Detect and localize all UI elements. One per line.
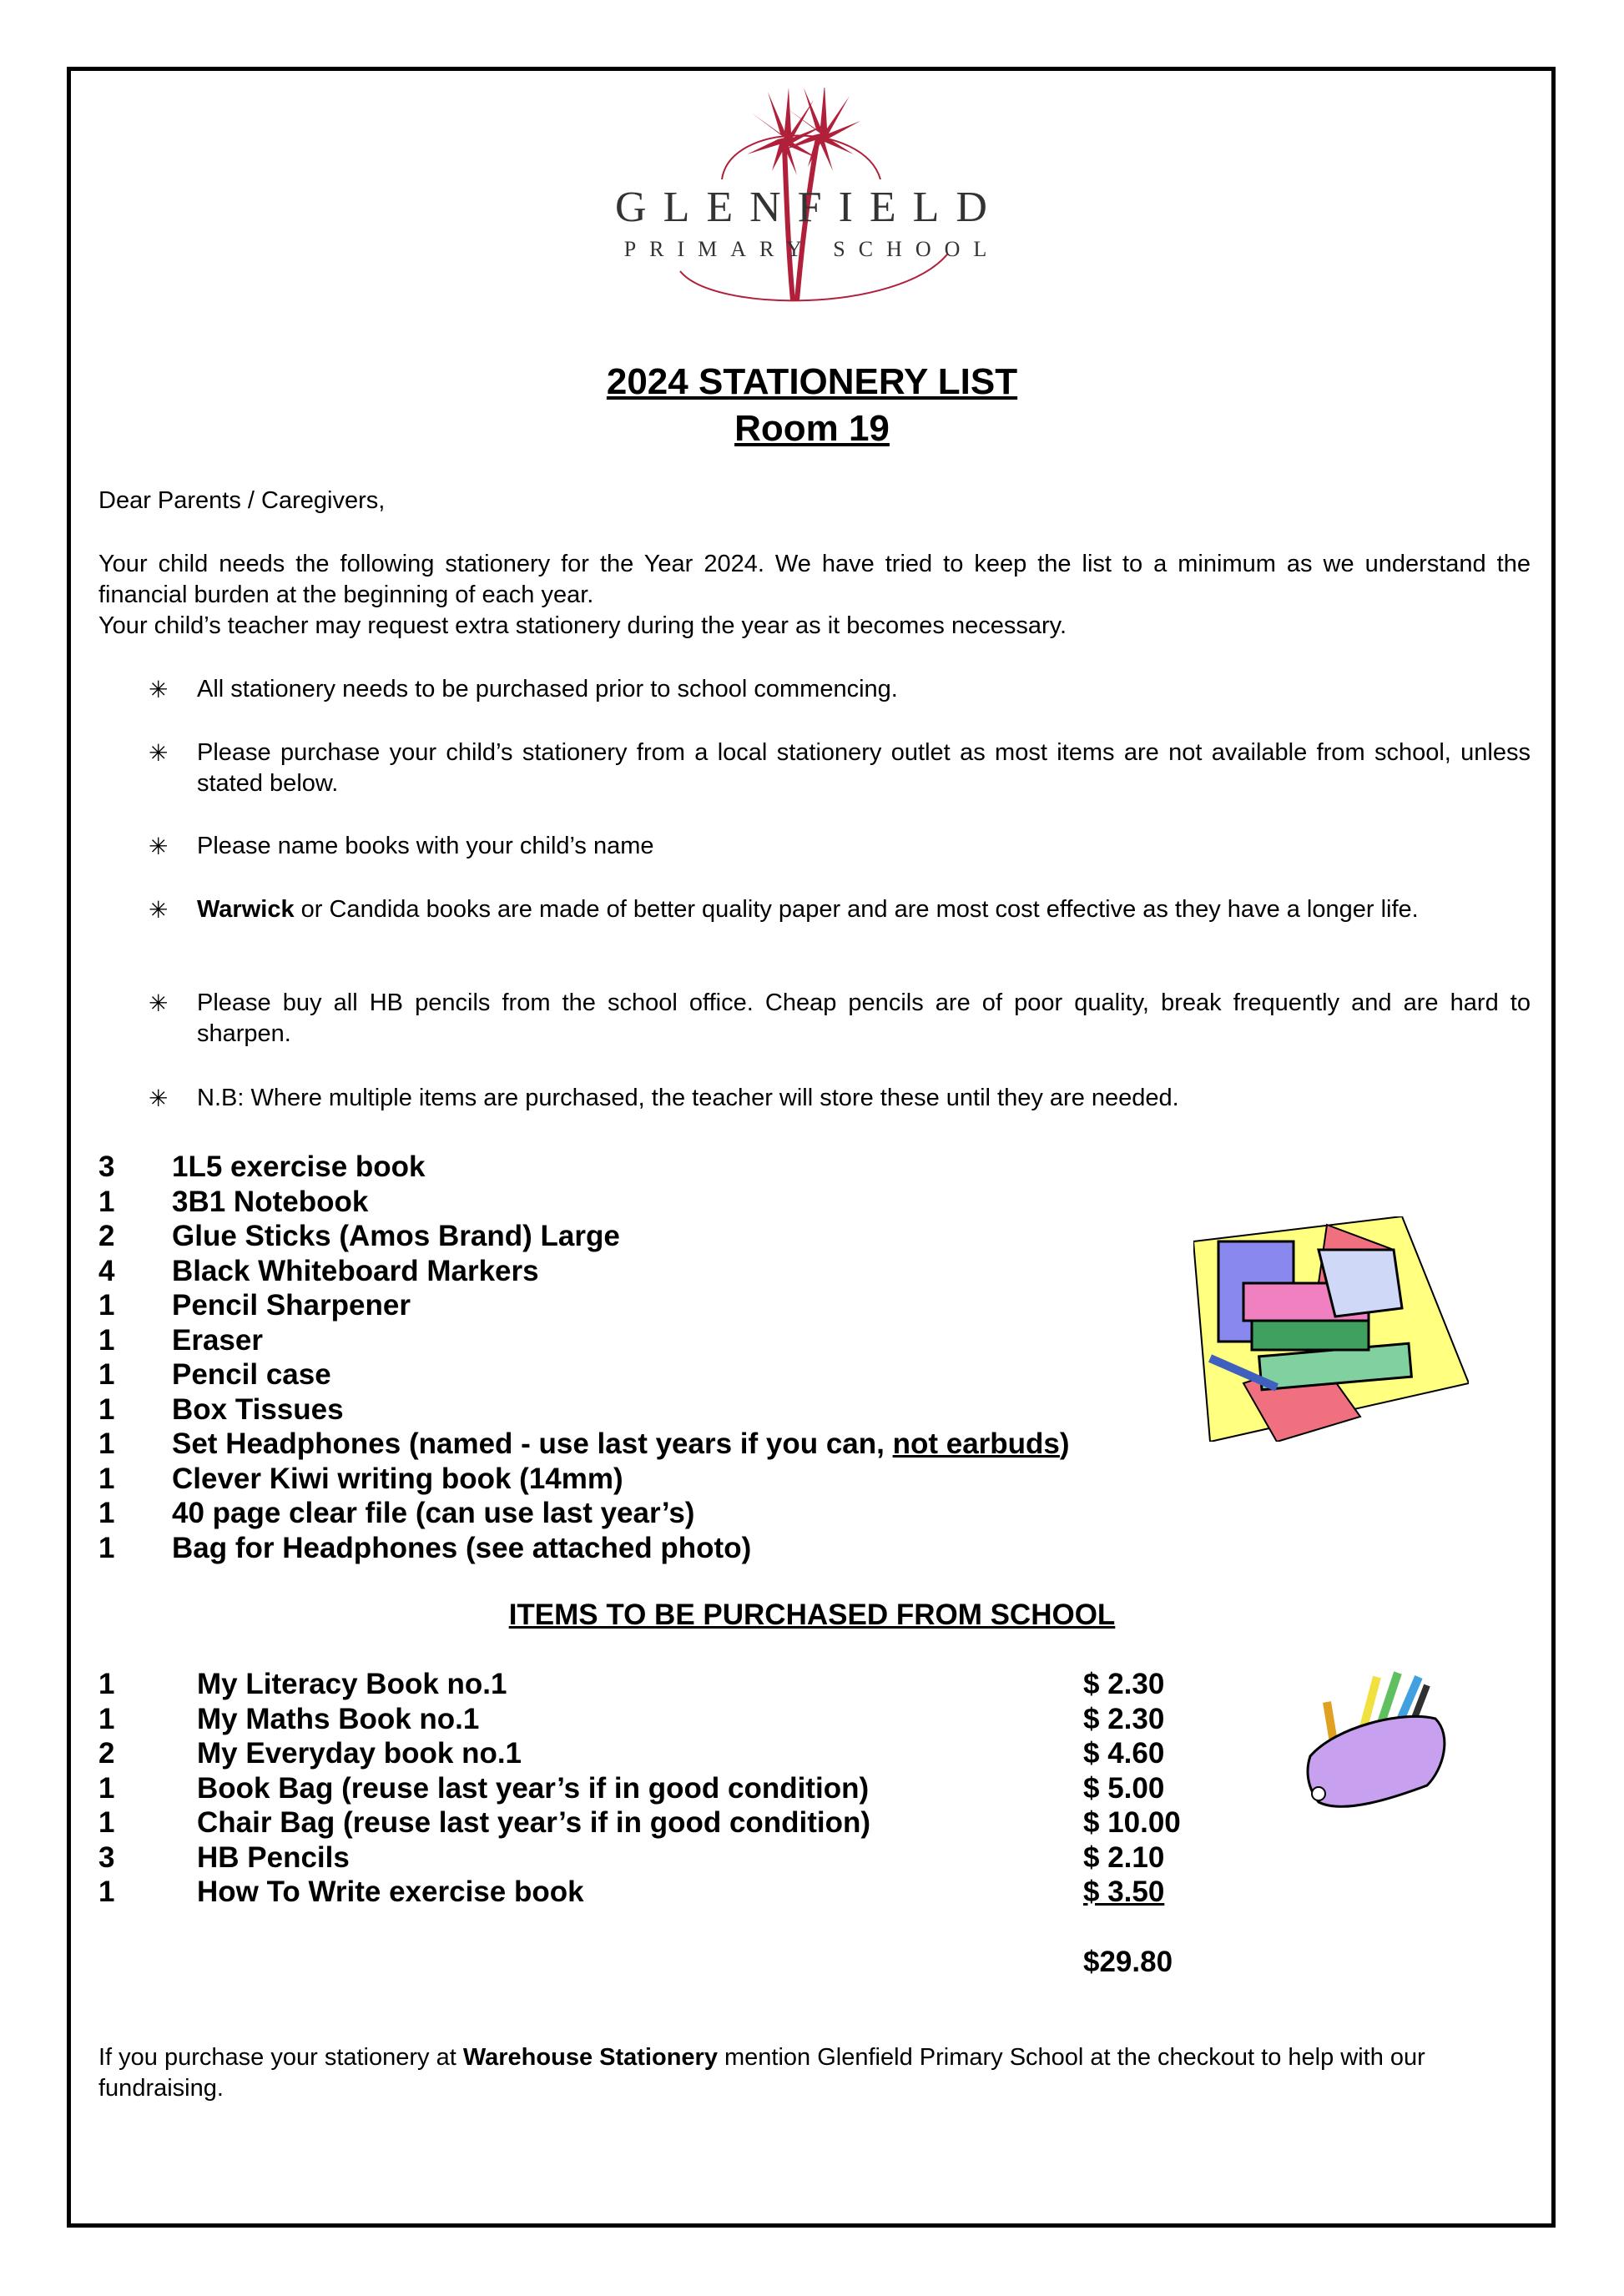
bullet-item: ✳ All stationery needs to be purchased prior to school commencing. [149,674,1531,705]
page-title: 2024 STATIONERY LIST [606,361,1018,402]
footer-note: If you purchase your stationery at Warehouse Stationery mention Glenfield Primary School at the checkout to help with our fundraising. [98,2044,1425,2102]
asterisk-icon: ✳ [149,677,169,702]
asterisk-icon: ✳ [149,990,169,1016]
intro-paragraph: Your child needs the following stationery for the Year 2024. We have tried to keep the list to a minimum as we understand the financial burden at the beginning of each year. [98,551,1531,608]
list-item: 1 Book Bag (reuse last year’s if in good condition) $ 5.00 [98,1771,1165,1805]
list-item: 1 How To Write exercise book $ 3.50 [98,1876,1165,1908]
bullet-item: ✳ Please buy all HB pencils from the school office. Cheap pencils are of poor quality, break frequently and are hard to sharpen. [149,989,1531,1047]
total-price: $29.80 [1083,1946,1173,1978]
list-item: 1 My Literacy Book no.1 $ 2.30 [98,1668,1165,1700]
asterisk-icon: ✳ [149,1085,169,1111]
room-number: Room 19 [734,408,890,449]
intro-paragraph-2: Your child’s teacher may request extra stationery during the year as it becomes necessary. [98,612,1067,639]
bullet-item: ✳ Please purchase your child’s stationery from a local stationery outlet as most items are not available from school, unless stated below. [149,739,1531,797]
logo-name: GLENFIELD [615,184,1004,231]
bullet-item: ✳ Warwick or Candida books are made of better quality paper and are most cost effective as they have a longer life. [149,894,1531,925]
school-logo [597,88,1022,313]
list-item: 2 My Everyday book no.1 $ 4.60 [98,1737,1165,1770]
asterisk-icon: ✳ [149,833,169,859]
books-icon [1193,1216,1469,1442]
greeting: Dear Parents / Caregivers, [98,487,386,514]
asterisk-icon: ✳ [149,740,169,766]
bullet-item: ✳ Please name books with your child’s name [149,831,1531,862]
school-items-heading: ITEMS TO BE PURCHASED FROM SCHOOL [508,1599,1116,1631]
logo-subtitle: PRIMARY SCHOOL [623,237,1001,261]
school-items-list [98,1667,1183,1910]
list-item: 3 HB Pencils $ 2.10 [98,1840,1165,1874]
asterisk-icon: ✳ [149,897,169,923]
bullet-item: ✳ N.B: Where multiple items are purchased, the teacher will store these until they are needed. [149,1083,1531,1114]
list-item: 1 Chair Bag (reuse last year’s if in good condition) $ 10.00 [98,1806,1181,1839]
list-item: 1 My Maths Book no.1 $ 2.30 [98,1702,1165,1735]
pencil-case-icon [1302,1660,1460,1819]
